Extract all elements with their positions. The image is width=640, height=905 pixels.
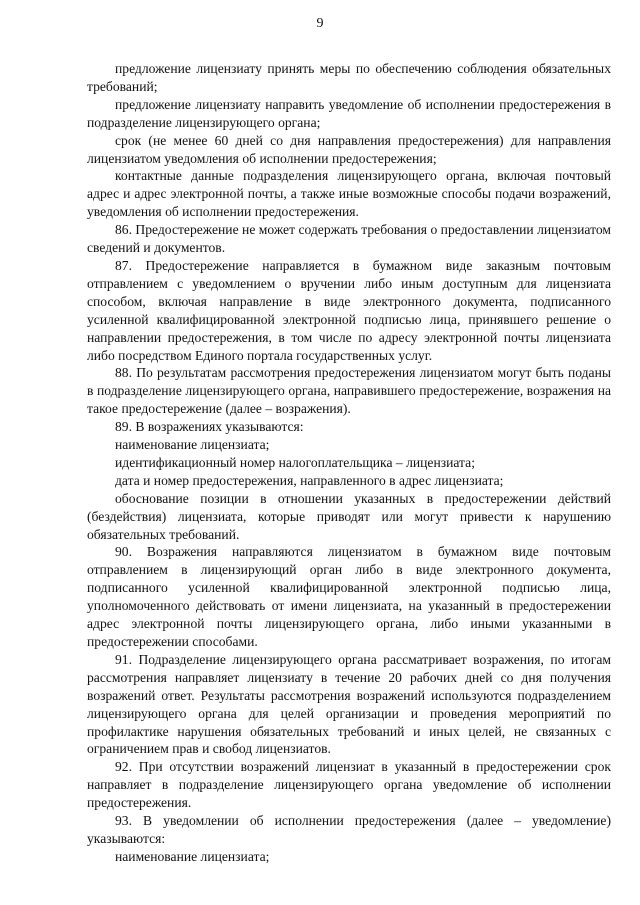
page-number: 9: [316, 16, 324, 31]
paragraph: предложение лицензиату направить уведомление об исполнении предостережения в подразделение лицензирующего органа;: [87, 96, 611, 130]
paragraph-89: 89. В возражениях указываются:: [115, 419, 304, 435]
paragraph: дата и номер предостережения, направленного в адрес лицензиата;: [115, 472, 504, 488]
paragraph: наименование лицензиата;: [115, 437, 270, 453]
paragraph-90: 90. Возражения направляются лицензиатом в бумажном виде почтовым отправлением в лицензирующий орган либо в виде электронного документа, подписанного усиленной квалифицированной электронной подписью лица, уполномоченного действовать от имени лицензиата, на указанный в предостережении адрес электронной почты лицензирующего органа, либо иными указанными в предостережении способами.: [87, 544, 611, 649]
paragraph: идентификационный номер налогоплательщика – лицензиата;: [115, 454, 475, 470]
document-body: [87, 60, 611, 866]
paragraph-87: 87. Предостережение направляется в бумажном виде заказным почтовым отправлением с уведомлением о вручении либо иным доступным для лицензиата способом, включая направление в виде электронного документа, подписанного усиленной квалифицированной электронной подписью лица, принявшего решение о направлении предостережения, в том числе по адресу электронной почты лицензиата либо посредством Единого портала государственных услуг.: [87, 257, 611, 363]
paragraph-93: 93. В уведомлении об исполнении предостережения (далее – уведомление) указываются:: [87, 813, 611, 846]
paragraph: предложение лицензиату принять меры по обеспечению соблюдения обязательных требований;: [87, 61, 611, 94]
paragraph: срок (не менее 60 дней со дня направления предостережения) для направления лицензиатом уведомления об исполнении предостережения;: [87, 132, 611, 166]
paragraph-92: 92. При отсутствии возражений лицензиат в указанный в предостережении срок направляет в подразделение лицензирующего органа уведомление об исполнении предостережения.: [87, 759, 611, 811]
paragraph-91: 91. Подразделение лицензирующего органа рассматривает возражения, по итогам рассмотрения направляет лицензиату в течение 20 рабочих дней со дня получения возражений ответ. Результаты рассмотрения возражений используются подразделением лицензирующего органа для целей организации и проведения мероприятий по профилактике нарушения обязательных требований и иных целей, не связанных с ограничением прав и свобод лицензиатов.: [87, 651, 611, 757]
paragraph-88: 88. По результатам рассмотрения предостережения лицензиатом могут быть поданы в подразделение лицензирующего органа, направившего предостережение, возражения на такое предостережение (далее – возражения).: [87, 365, 611, 417]
paragraph: контактные данные подразделения лицензирующего органа, включая почтовый адрес и адрес электронной почты, а также иные возможные способы подачи возражений, уведомления об исполнении предостережения.: [87, 168, 611, 220]
paragraph: обоснование позиции в отношении указанных в предостережении действий (бездействия) лицензиата, которые приводят или могут привести к нарушению обязательных требований.: [87, 490, 611, 542]
paragraph-86: 86. Предостережение не может содержать требования о предоставлении лицензиатом сведений и документов.: [87, 222, 611, 256]
paragraph: наименование лицензиата;: [115, 848, 270, 864]
